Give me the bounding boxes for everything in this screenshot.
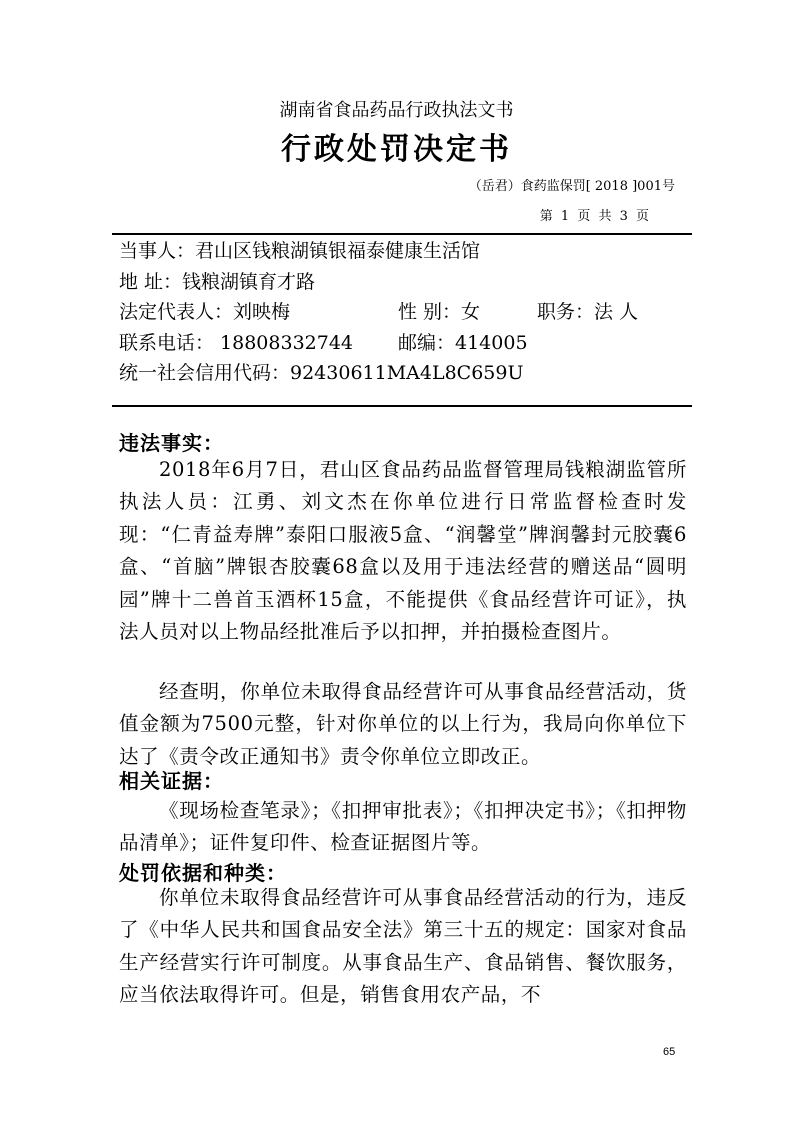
party-credit-code: 统一社会信用代码：92430611MA4L8C659U <box>119 362 524 384</box>
document-header: 湖南省食品药品行政执法文书 <box>279 100 514 121</box>
document-title: 行政处罚决定书 <box>281 132 512 167</box>
basis-heading: 处罚依据和种类： <box>119 861 287 885</box>
top-divider <box>112 233 692 235</box>
party-name: 当事人：君山区钱粮湖镇银福泰健康生活馆 <box>119 240 481 262</box>
evidence-paragraph: 《现场检查笔录》；《扣押审批表》；《扣押决定书》；《扣押物品清单》；证件复印件、检查证据图片等。 <box>119 799 687 855</box>
party-address: 地 址：钱粮湖镇育才路 <box>119 270 316 293</box>
party-postcode: 邮编：414005 <box>398 331 528 354</box>
party-name-row <box>119 236 524 267</box>
evidence-heading: 相关证据： <box>119 769 224 793</box>
party-credit-code-row <box>119 358 524 389</box>
violation-paragraph-2: 经查明，你单位未取得食品经营许可从事食品经营活动，货值金额为7500元整，针对你单位的以上行为，我局向你单位下达了《责令改正通知书》责令你单位立即改正。 <box>119 680 687 768</box>
violation-heading: 违法事实： <box>119 431 224 455</box>
party-gender: 性 别：女 <box>398 301 481 323</box>
party-position: 职务：法 人 <box>537 301 639 323</box>
party-legal-rep: 法定代表人：刘映梅 <box>119 301 291 323</box>
party-contact-row <box>119 328 528 359</box>
document-number: （岳君）食药监保罚[ 2018 ]001号 <box>468 179 675 194</box>
party-legal-rep-row <box>119 297 639 328</box>
party-phone: 联系电话： 18808332744 <box>119 331 354 354</box>
basis-paragraph: 你单位未取得食品经营许可从事食品经营活动的行为，违反了《中华人民共和国食品安全法》第三十五的规定：国家对食品生产经营实行许可制度。从事食品生产、食品销售、餐饮服务，应当依法取得许可。但是，销售食用农产品，不 <box>119 886 687 1007</box>
page-count: 第 1 页 共 3 页 <box>539 209 649 224</box>
party-address-row <box>119 267 524 298</box>
party-info-block <box>119 236 639 389</box>
page-number: 65 <box>663 1046 676 1058</box>
bottom-divider <box>112 405 692 407</box>
violation-paragraph-1: 2018年6月7日，君山区食品药品监督管理局钱粮湖监管所执法人员：江勇、刘文杰在你单位进行日常监督检查时发现：“仁青益寿牌”泰阳口服液5盒、“润馨堂”牌润馨封元胶囊6盒、“首脑”牌银杏胶囊68盒以及用于违法经营的赠送品“圆明园”牌十二兽首玉酒杯15盒，不能提供《食品经营许可证》，执法人员对以上物品经批准后予以扣押，并拍摄检查图片。 <box>119 458 687 644</box>
